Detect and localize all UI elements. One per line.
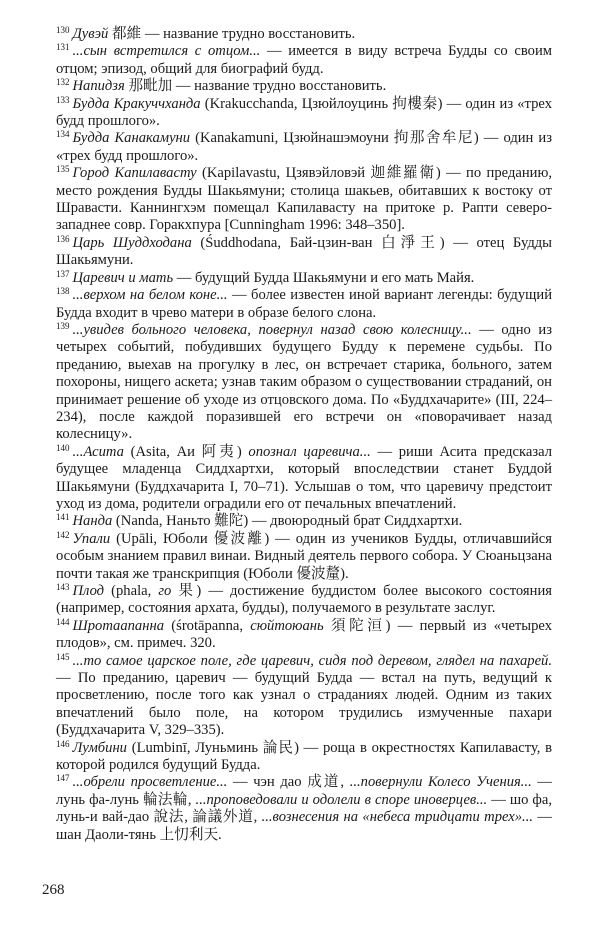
footnote-text: (Kapilavastu, Цзявэйловэй 迦維羅衛) — по преданию, место рождения Будды Шакьямуни; столица шакьев, обитавших к востоку от Шравасти. Каннингхэм помещал Капилавасту на притоке р. Рапти северо-западнее совр. Горакхпура [Cunningham 1996: 348–350]. — [56, 165, 553, 234]
footnote-text: — чэн дао 成道, — [227, 774, 350, 791]
footnote-term: Дувэй — [72, 26, 109, 42]
footnote-132 — [56, 78, 552, 95]
footnote-146 — [56, 740, 552, 775]
footnote-text: 果) — достижение буддистом более высокого состояния (например, состояния архата, будды), получаемого в результате заслуг. — [56, 583, 552, 617]
footnote-term: Нанда — [72, 513, 113, 530]
footnote-144 — [56, 618, 552, 653]
footnote-term: ...повернули Колесо Учения... — [349, 774, 532, 791]
footnote-130 — [56, 26, 552, 43]
footnotes-list — [56, 26, 552, 844]
footnote-text: 須陀洹) — первый из «четырех плодов», см. примеч. 320. — [56, 617, 552, 652]
footnote-term: ...верхом на белом коне... — [72, 287, 228, 304]
footnote-term: Плод — [72, 583, 105, 599]
footnote-term: ...вознесения на «небеса тридцати трех»... — [261, 809, 533, 826]
footnote-term: Шротаапанна — [72, 617, 164, 634]
footnote-term: ...сын встретился с отцом... — [72, 43, 261, 60]
footnote-number: 146 — [56, 738, 70, 749]
footnote-number: 141 — [56, 512, 70, 523]
footnote-142 — [56, 531, 552, 583]
footnote-term: Царевич и мать — [72, 269, 174, 286]
footnote-text: — По преданию, царевич — будущий Будда — встал на путь, ведущий к просветлению, после того как узнал о страданиях людей. Одним из таких впечатлений было поле, на котором трудились измученные пахари (Буддхачарита V, 329–335). — [56, 670, 552, 739]
footnote-text: — риши Асита предсказал будущее младенца Сиддхартхи, который впоследствии станет Буддой Шакьямуни (Буддхачарита I, 70–71). Услышав о том, что царевичу предстоит уход из дома, родители оградили его от печальных впечатлений. — [56, 443, 552, 512]
footnote-text: — одно из четырех событий, побудивших будущего Будду к перемене судьбы. По преданию, выехав на прогулку в лес, он встречает старика, больного, затем похороны, нищего аскета; узнав таким образом о существовании страданий, он принимает решение об уходе из отцовского дома. По «Буддхачарите» (III, 224–234), после каждой поразившей его встречи он «поворачивает назад колесницу». — [56, 321, 552, 443]
footnote-number: 131 — [56, 42, 70, 53]
footnote-term: ...проповедовали и одолели в споре иноверцев... — [195, 791, 488, 808]
footnote-text: (Upāli, Юболи 優波離) — один из учеников Будды, отличавшийся особым знанием правил винаи. Видный деятель первого собора. У Сюаньцзана почти такая же транскрипция (Юболи 優波釐). — [56, 530, 552, 582]
footnote-145 — [56, 653, 552, 740]
footnote-number: 143 — [56, 582, 70, 592]
footnote-143 — [56, 583, 552, 618]
footnote-141 — [56, 513, 552, 530]
footnote-text: (Asita, Аи 阿夷) — [123, 443, 249, 460]
footnote-term: Упали — [72, 530, 111, 547]
footnote-text: (Śuddhodana, Бай-цзин-ван 白淨王) — отец Будды Шакьямуни. — [56, 234, 552, 269]
footnote-text: (Nanda, Наньто 難陀) — двоюродный брат Сиддхартхи. — [112, 513, 463, 530]
footnote-term: ...Асита — [72, 443, 124, 460]
footnote-term: ...увидев больного человека, повернул назад свою колесницу... — [72, 321, 472, 338]
footnote-number: 134 — [56, 129, 70, 140]
footnote-term: Царь Шуддходана — [72, 234, 192, 251]
footnote-number: 139 — [56, 320, 70, 331]
footnote-text: — лунь фа-лунь 輪法輪, — [56, 774, 552, 808]
footnote-134 — [56, 130, 552, 165]
footnote-135 — [56, 165, 552, 235]
footnote-text: (phala, — [104, 583, 159, 599]
footnote-number: 147 — [56, 773, 70, 784]
footnote-136 — [56, 235, 552, 270]
footnote-140 — [56, 444, 552, 514]
footnote-term: ...то самое царское поле, где царевич, сидя под деревом, глядел на пахарей. — [72, 652, 552, 669]
footnote-number: 140 — [56, 442, 70, 453]
page-number: 268 — [42, 882, 65, 898]
footnote-text: (Kanakamuni, Цзюйнашэмоуни 拘那舍牟尼) — один из «трех будд прошлого». — [56, 130, 553, 164]
footnote-term: Лумбини — [72, 739, 127, 756]
footnote-137 — [56, 270, 552, 287]
footnote-number: 135 — [56, 164, 70, 175]
footnote-number: 130 — [56, 25, 70, 35]
footnote-text: — более известен иной вариант легенды: будущий Будда входит в чрево матери в образе белого слона. — [56, 287, 553, 321]
footnote-text: (Krakucchanda, Цзюйлоуцинь 拘樓秦) — один из «трех будд прошлого». — [56, 95, 552, 130]
footnote-number: 145 — [56, 651, 70, 662]
footnote-number: 142 — [56, 529, 70, 540]
footnote-term: Будда Кракуччханда — [72, 95, 201, 112]
footnote-number: 144 — [56, 616, 70, 627]
footnote-number: 133 — [56, 94, 70, 105]
footnote-text: — шо фа, лунь-и вай-дао 說法, 論議外道, — [56, 791, 552, 826]
footnote-text: — будущий Будда Шакьямуни и его мать Майя. — [173, 269, 475, 286]
footnote-text: — шан Даоли-тянь 上忉利天. — [56, 809, 552, 843]
footnote-text: (śrotāpanna, — [164, 617, 251, 634]
footnote-number: 138 — [56, 286, 70, 297]
footnote-139 — [56, 322, 552, 444]
footnote-term: Напидзя — [72, 78, 125, 95]
footnote-term: опознал царевича... — [248, 443, 371, 460]
footnote-term: сюйтоюань — [250, 617, 324, 634]
footnote-text: (Lumbinī, Луньминь 論民) — роща в окрестностях Капилавасту, в которой родился будущий Будда. — [56, 739, 552, 774]
footnote-147 — [56, 774, 552, 844]
footnote-138 — [56, 287, 552, 322]
footnote-number: 132 — [56, 77, 70, 88]
footnote-term: го — [158, 583, 172, 599]
footnote-term: Город Капилавасту — [72, 165, 197, 182]
footnote-text: 那毗加 — название трудно восстановить. — [124, 78, 387, 95]
footnote-text: — имеется в виду встреча Будды со своим отцом; эпизод, общий для биографий будд. — [56, 43, 552, 77]
footnote-133 — [56, 96, 552, 131]
footnote-number: 136 — [56, 233, 70, 244]
footnote-number: 137 — [56, 268, 70, 279]
footnote-term: Будда Канакамуни — [72, 130, 191, 147]
footnote-term: ...обрели просветление... — [72, 774, 228, 791]
footnote-text: 都維 — название трудно восстановить. — [108, 26, 356, 42]
footnote-131 — [56, 43, 552, 78]
